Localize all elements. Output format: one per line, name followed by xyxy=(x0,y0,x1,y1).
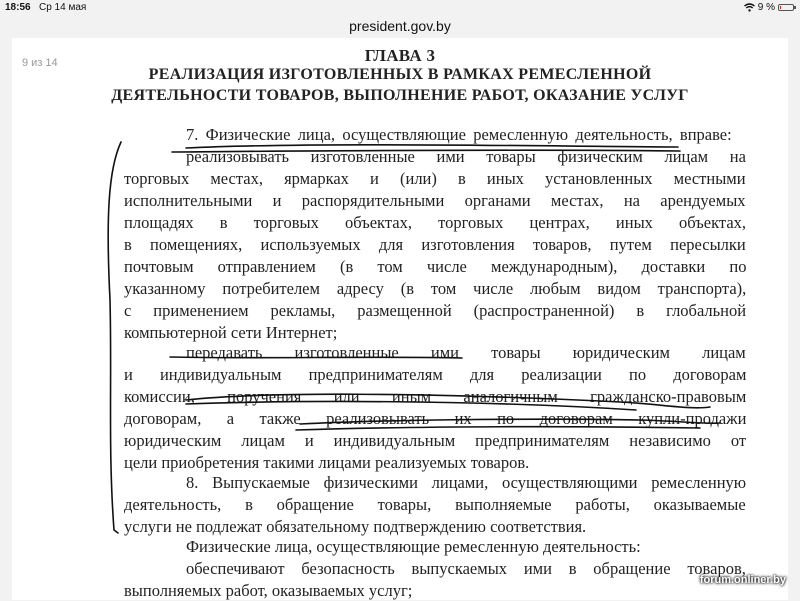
document-line: в помещениях, используемых для изготовления товаров, путем пересылки xyxy=(124,235,746,254)
document-line: выполняемых работ, оказываемых услуг; xyxy=(124,581,413,600)
document-line: торговых местах, ярмарках и (или) в иных установленных местными xyxy=(124,169,746,188)
document-line: с применением рекламы, размещенной (распространенной) в глобальной xyxy=(124,301,747,320)
chapter-title-line-1: РЕАЛИЗАЦИЯ ИЗГОТОВЛЕННЫХ В РАМКАХ РЕМЕСЛЕННОЙ xyxy=(148,66,652,83)
document-line: почтовым отправлением (в том числе международным), доставки по xyxy=(124,257,747,276)
document-line: исполнительными и распорядительными органами местах, на арендуемых xyxy=(124,191,746,210)
document-line: договорам, а также реализовывать их по договорам купли-продажи xyxy=(124,409,747,428)
document-line: указанному потребителем адресу (в том числе любым видом транспорта), xyxy=(124,279,747,298)
document-line: передавать изготовленные ими товары юридическим лицам xyxy=(186,343,746,362)
wifi-icon xyxy=(744,3,755,12)
document-line: цели приобретения такими лицами реализуемых товаров. xyxy=(124,453,530,472)
document-line: площадях в торговых объектах, торговых центрах, иных объектах, xyxy=(124,213,747,232)
battery-icon xyxy=(778,4,794,11)
chapter-title-line-2: ДЕЯТЕЛЬНОСТИ ТОВАРОВ, ВЫПОЛНЕНИЕ РАБОТ, ОКАЗАНИЕ УСЛУГ xyxy=(111,87,689,104)
status-indicators xyxy=(744,2,794,13)
document-line: 7. Физические лица, осуществляющие ремесленную деятельность, вправе: xyxy=(186,125,732,144)
document-line: деятельность, в обращение товары, выполняемые работы, оказываемые xyxy=(124,495,746,514)
battery-level-fill xyxy=(780,6,781,9)
url-bar[interactable]: president.gov.by xyxy=(349,18,451,34)
document-line: Физические лица, осуществляющие ремесленную деятельность: xyxy=(186,537,641,556)
status-date: Ср 14 мая xyxy=(39,2,87,13)
document-line: реализовывать изготовленные ими товары физическим лицам на xyxy=(186,147,746,166)
status-time: 18:56 xyxy=(5,2,31,13)
document-line: юридическим лицам и индивидуальным предпринимателям независимо от xyxy=(124,431,747,450)
document-line: компьютерной сети Интернет; xyxy=(124,323,338,342)
watermark: forum.onliner.by xyxy=(699,574,786,586)
battery-percent: 9 % xyxy=(757,2,775,13)
document-line: комиссии, поручения или иным аналогичным гражданско-правовым xyxy=(124,387,747,406)
page-indicator: 9 из 14 xyxy=(22,57,58,69)
document-line: и индивидуальным предпринимателям для реализации по договорам xyxy=(124,365,747,384)
document-line: услуги не подлежат обязательному подтверждению соответствия. xyxy=(124,517,587,536)
document-line: 8. Выпускаемые физическими лицами, осуществляющими ремесленную xyxy=(186,473,747,492)
chapter-heading: ГЛАВА 3 xyxy=(364,46,436,65)
document-line: обеспечивают безопасность выпускаемых ими в обращение товаров, xyxy=(186,559,746,578)
